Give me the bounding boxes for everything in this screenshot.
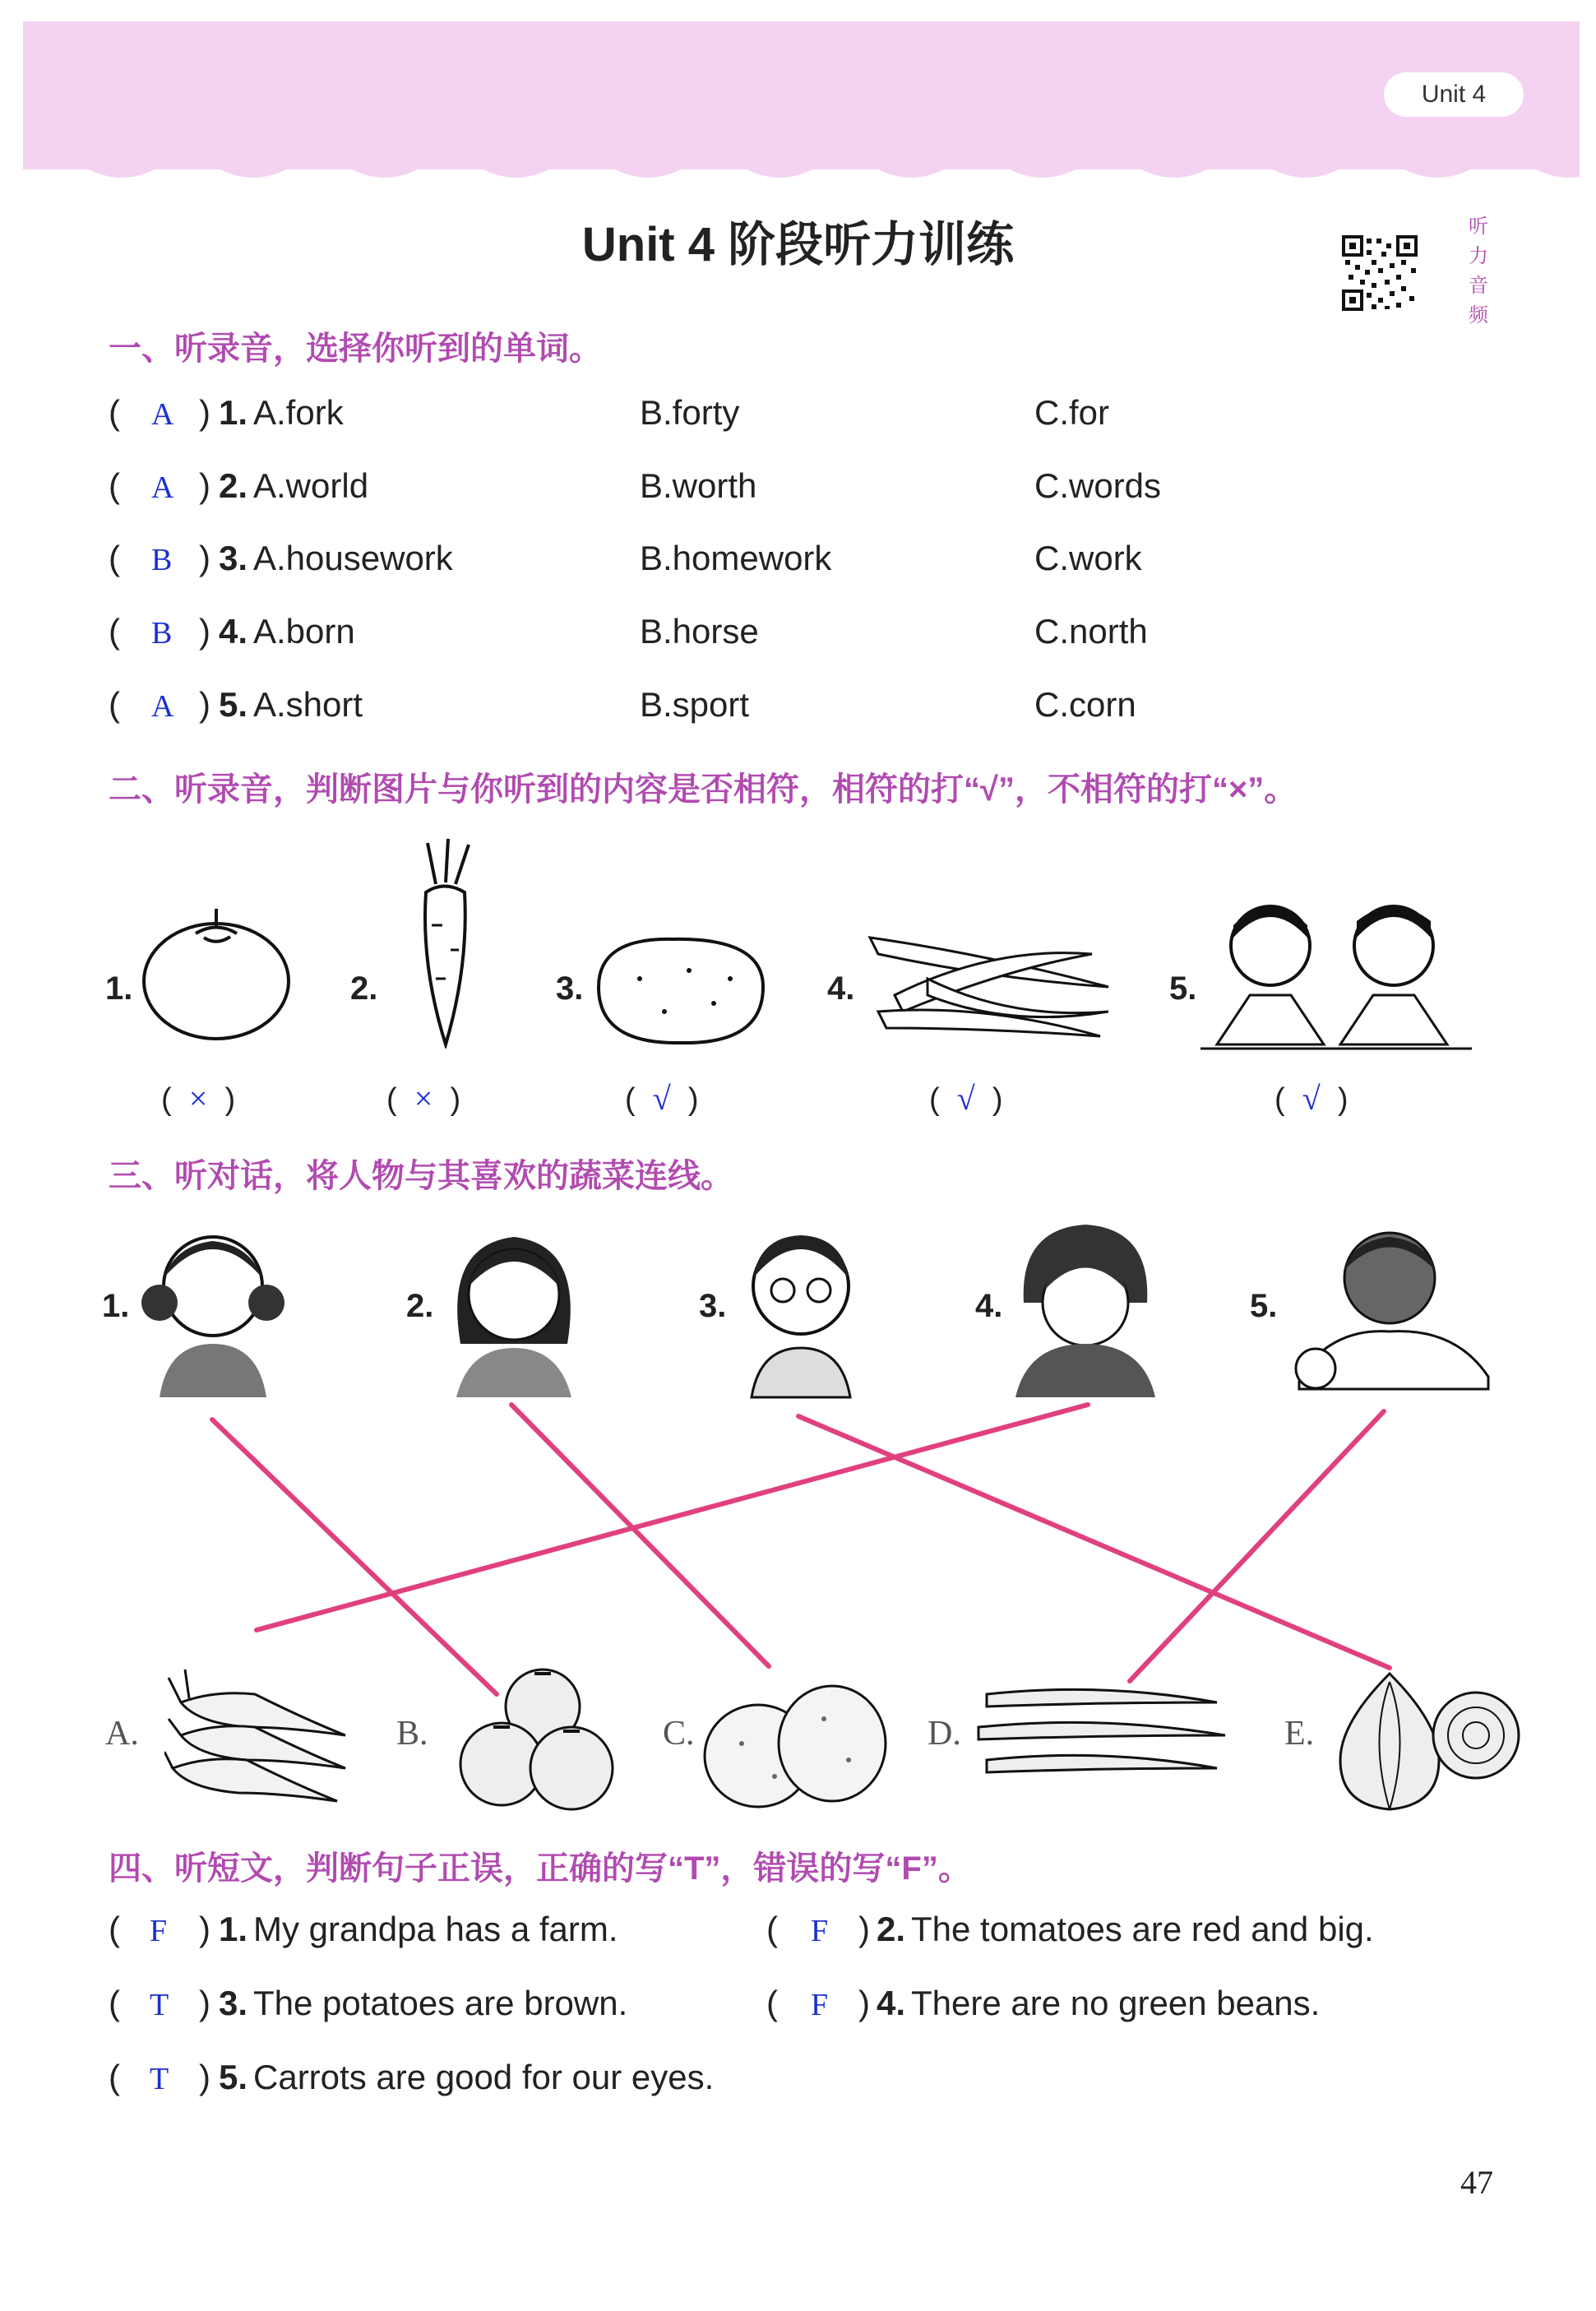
person-number: 5. <box>1250 1288 1278 1324</box>
option-b: B.horse <box>640 612 759 651</box>
vegetable-label: D. <box>928 1715 961 1753</box>
section4-item: ( F ) 1. My grandpa has a farm. <box>109 1910 618 1948</box>
answer-box[interactable]: A <box>151 397 174 432</box>
carrot-icon <box>403 835 485 1049</box>
option-a: A.fork <box>253 393 344 432</box>
section4-item: ( T ) 3. The potatoes are brown. <box>109 1984 628 2022</box>
option-c: C.north <box>1034 612 1148 651</box>
option-c: C.corn <box>1034 685 1136 724</box>
answer-box[interactable]: B <box>151 543 173 577</box>
answer-box[interactable]: A <box>151 470 174 505</box>
answer-box[interactable]: × <box>414 1080 433 1117</box>
children-writing-icon <box>1200 880 1472 1053</box>
qr-label: 听 力 音 频 <box>1469 215 1488 327</box>
header-band <box>23 21 1580 169</box>
answer-box[interactable]: × <box>188 1080 208 1117</box>
picture-number: 4. <box>827 970 855 1007</box>
section1-heading: 一、听录音，选择你听到的单词。 <box>109 331 602 367</box>
answer-box[interactable]: T <box>150 1988 169 2022</box>
picture-number: 2. <box>350 970 378 1007</box>
person-number: 1. <box>102 1288 130 1324</box>
statement-text: There are no green beans. <box>911 1984 1321 2022</box>
option-b: B.worth <box>640 466 757 505</box>
answer-box[interactable]: T <box>150 2062 169 2096</box>
potato-icon <box>590 929 771 1053</box>
judge-mark: ( √ ) <box>1274 1080 1349 1117</box>
option-b: B.homework <box>640 539 832 577</box>
section4-item: ( T ) 5. Carrots are good for our eyes. <box>109 2058 715 2096</box>
vegetable-label: B. <box>396 1715 428 1753</box>
judge-mark: ( √ ) <box>929 1080 1003 1117</box>
statement-text: My grandpa has a farm. <box>253 1910 618 1948</box>
option-a: A.housework <box>253 539 453 577</box>
section4-item: ( F ) 2. The tomatoes are red and big. <box>766 1910 1374 1948</box>
picture-number: 5. <box>1169 970 1197 1007</box>
vegetable-label: E. <box>1284 1715 1315 1753</box>
answer-box[interactable]: √ <box>956 1080 975 1117</box>
green-beans-icon <box>970 1678 1233 1785</box>
judge-mark: ( × ) <box>386 1080 461 1117</box>
section4-heading: 四、听短文，判断句子正误，正确的写“T”，错误的写“F”。 <box>109 1850 971 1887</box>
option-b: B.forty <box>640 393 740 432</box>
tomato-icon <box>138 901 303 1040</box>
carrots-icon <box>164 1653 354 1809</box>
option-b: B.sport <box>640 685 750 724</box>
onion-icon <box>1324 1657 1521 1822</box>
qr-code-icon[interactable] <box>1342 215 1418 331</box>
vegetable-label: A. <box>105 1715 139 1753</box>
answer-box[interactable]: √ <box>652 1080 671 1117</box>
statement-text: The tomatoes are red and big. <box>911 1910 1374 1948</box>
potatoes-icon <box>701 1670 890 1818</box>
answer-box[interactable]: A <box>151 689 174 724</box>
section4-item: ( F ) 4. There are no green beans. <box>766 1984 1321 2022</box>
answer-box[interactable]: F <box>811 1988 829 2022</box>
judge-mark: ( × ) <box>161 1080 236 1117</box>
option-c: C.work <box>1034 539 1142 577</box>
option-c: C.for <box>1034 393 1110 432</box>
section2-heading: 二、听录音，判断图片与你听到的内容是否相符，相符的打“√”，不相符的打“×”。 <box>109 771 1298 808</box>
tomatoes-icon <box>452 1657 617 1822</box>
answer-box[interactable]: √ <box>1302 1080 1321 1117</box>
option-a: A.world <box>253 466 369 505</box>
picture-number: 3. <box>556 970 584 1007</box>
statement-text: The potatoes are brown. <box>253 1984 628 2022</box>
judge-mark: ( √ ) <box>625 1080 699 1117</box>
person-number: 2. <box>406 1288 434 1324</box>
page-number: 47 <box>1460 2164 1493 2201</box>
answer-box[interactable]: F <box>811 1914 829 1948</box>
option-a: A.born <box>253 612 355 651</box>
person-number: 3. <box>699 1288 727 1324</box>
answer-box[interactable]: B <box>151 616 173 651</box>
page-title: Unit 4 阶段听力训练 <box>581 218 1015 271</box>
statement-text: Carrots are good for our eyes. <box>253 2058 715 2096</box>
person-number: 4. <box>975 1288 1003 1324</box>
unit-tag: Unit 4 <box>1384 72 1524 117</box>
header-wave <box>23 153 1580 202</box>
picture-number: 1. <box>105 970 133 1007</box>
option-a: A.short <box>253 685 363 724</box>
option-c: C.words <box>1034 466 1162 505</box>
answer-box[interactable]: F <box>150 1914 168 1948</box>
section3-heading: 三、听对话，将人物与其喜欢的蔬菜连线。 <box>109 1158 733 1194</box>
vegetable-label: C. <box>663 1715 695 1753</box>
green-beans-icon <box>862 921 1117 1053</box>
